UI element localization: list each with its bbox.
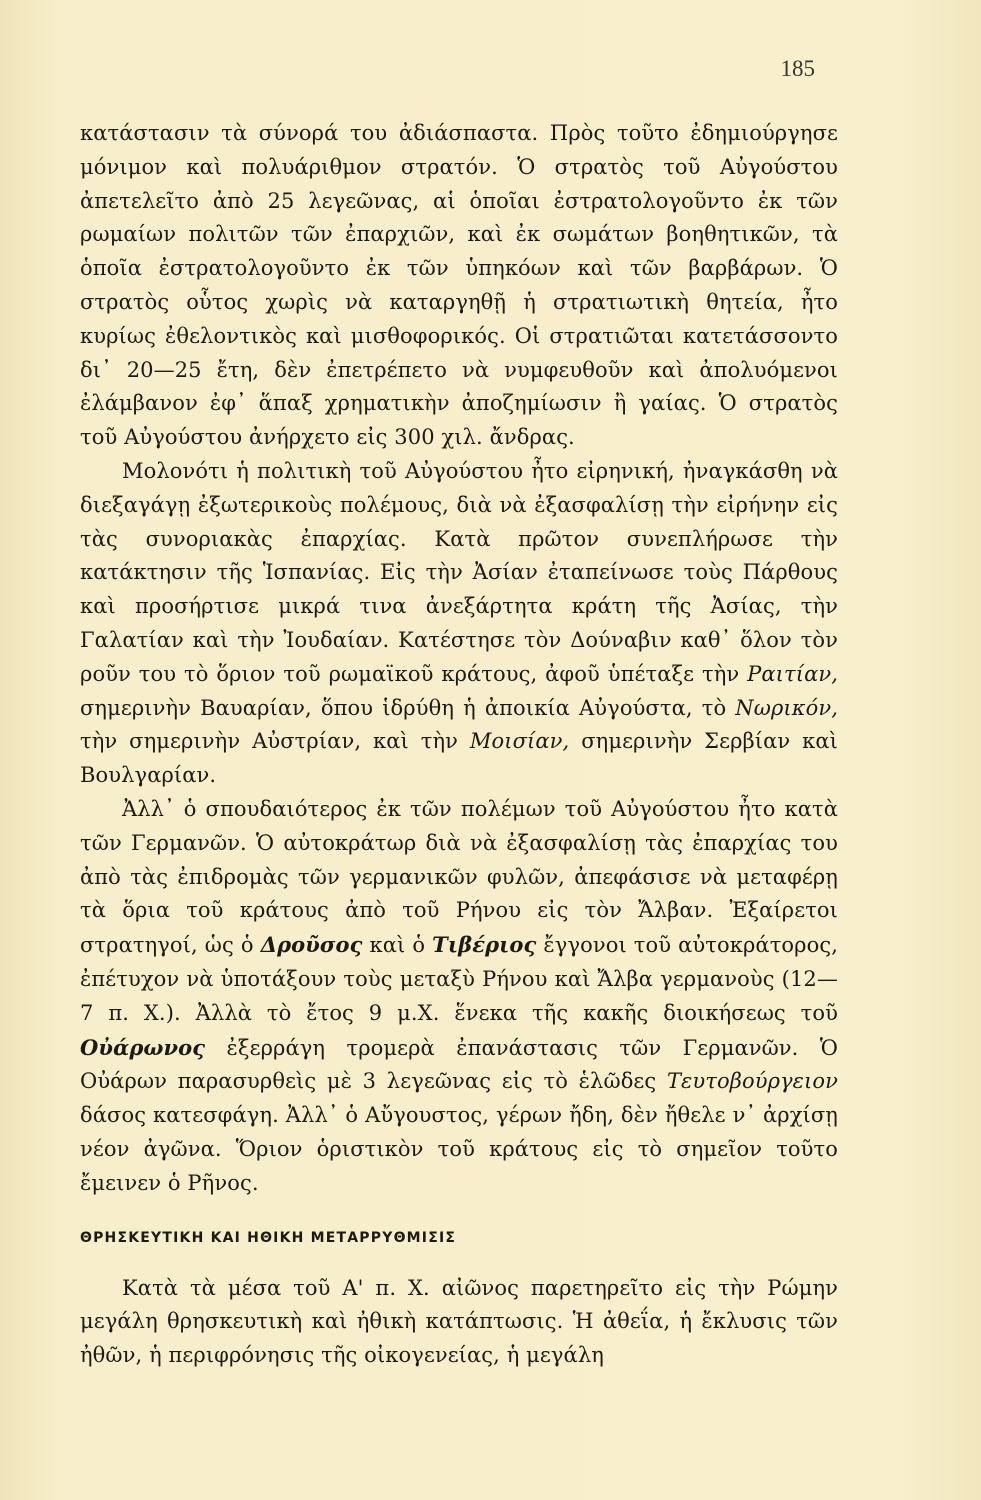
paragraph-external-wars <box>80 455 838 793</box>
section-title: ΘΡΗΣΚΕΥΤΙΚΗ ΚΑΙ ΗΘΙΚΗ ΜΕΤΑΡΡΥΘΜΙΣΙΣ <box>80 1229 457 1246</box>
text-run: δάσος κατεσφάγη. Ἀλλ᾿ ὁ Αὔγουστος, γέρων ἤδη, δὲν ἤθελε ν᾿ ἀρχίσῃ νέον ἀγῶνα. Ὅριον ὁριστικὸν τοῦ κράτους εἰς τὸ σημεῖον τοῦτο ἔμεινεν ὁ Ρῆνος. <box>80 1103 838 1195</box>
text-run: καὶ ὁ <box>362 933 433 958</box>
emphasized-name: Οὐάρωνος <box>80 1034 206 1060</box>
emphasized-name: Τιβέριος <box>432 932 537 958</box>
paragraph-army <box>80 117 838 455</box>
paragraph-german-war <box>80 793 838 1201</box>
paragraph-religious-reform: Κατὰ τὰ μέσα τοῦ Α' π. Χ. αἰῶνος παρετηρεῖτο εἰς τὴν Ρώμην μεγάλη θρησκευτικὴ καὶ ἠθικὴ κατάπτωσις. Ἡ ἀθεΐα, ἡ ἔκλυσις τῶν ἠθῶν, ἡ περιφρόνησις τῆς οἰκογενείας, ἡ μεγάλη <box>80 1275 838 1368</box>
text-run: Ἀλλ᾿ ὁ σπουδαιότερος ἐκ τῶν πολέμων τοῦ Αὐγούστου ἦτο κατὰ τῶν Γερμανῶν. Ὁ αὐτοκράτωρ διὰ νὰ ἐξασφαλίσῃ τὰς ἐπαρχίας του ἀπὸ τὰς ἐπιδρομὰς τῶν γερμανικῶν φυλῶν, ἀπεφάσισε νὰ μεταφέρῃ τὰ ὅρια τοῦ κράτους ἀπὸ τοῦ Ρήνου εἰς τὸν Ἄλβαν. Ἐξαίρετοι στρατηγοί, ὡς ὁ <box>80 796 838 958</box>
text-run: Μολονότι ἡ πολιτικὴ τοῦ Αὐγούστου ἦτο εἰρηνική, ἠναγκάσθη νὰ διεξαγάγῃ ἐξωτερικοὺς πολέμους, διὰ νὰ ἐξασφαλίσῃ τὴν εἰρήνην εἰς τὰς συνοριακὰς ἐπαρχίας. Κατὰ πρῶτον συνεπλήρωσε τὴν κατάκτησιν τῆς Ἱσπανίας. Εἰς τὴν Ἀσίαν ἐταπείνωσε τοὺς Πάρθους καὶ προσήρτισε μικρά τινα ἀνεξάρτητα κράτη τῆς Ἀσίας, τὴν Γαλατίαν καὶ τὴν Ἰουδαίαν. Κατέστησε τὸν Δούναβιν καθ᾿ ὅλον τὸν ροῦν του τὸ ὅριον τοῦ ρωμαϊκοῦ κράτους, ἀφοῦ ὑπέταξε τὴν <box>80 458 838 686</box>
page-number: 185 <box>780 56 815 81</box>
text-run: ἐξερράγη τρομερὰ ἐπανάστασις τῶν Γερμανῶν. Ὁ Οὐάρων παρασυρθεὶς μὲ 3 λεγεῶνας εἰς τὸ ἑλῶδες <box>80 1035 838 1094</box>
emphasized-name: Μοισίαν, <box>469 729 570 754</box>
text-run: σημερινὴν Σερβίαν καὶ Βουλγαρίαν. <box>80 729 838 788</box>
emphasized-name: Ραιτίαν, <box>747 661 838 686</box>
text-run: τὴν σημερινὴν Αὐστρίαν, καὶ τὴν <box>80 729 470 754</box>
emphasized-name: Τευτοβούργειον <box>666 1069 838 1094</box>
text-run: σημερινὴν Βαυαρίαν, ὅπου ἱδρύθη ἡ ἀποικία Αὐγούστα, τὸ <box>80 695 736 720</box>
emphasized-name: Δροῦσος <box>260 932 363 958</box>
body-text <box>80 117 838 1373</box>
text-run: κατάστασιν τὰ σύνορά του ἀδιάσπαστα. Πρὸς τοῦτο ἐδημιούργησε μόνιμον καὶ πολυάριθμον στρατόν. Ὁ στρατὸς τοῦ Αὐγούστου ἀπετελεῖτο ἀπὸ 25 λεγεῶνας, αἱ ὁποῖαι ἐστρατολογοῦντο ἐκ τῶν ρωμαίων πολιτῶν τῶν ἐπαρχιῶν, καὶ ἐκ σωμάτων βοηθητικῶν, τὰ ὁποῖα ἐστρατολογοῦντο ἐκ τῶν ὑπηκόων καὶ τῶν βαρβάρων. Ὁ στρατὸς οὗτος χωρὶς νὰ καταργηθῇ ἡ στρατιωτικὴ θητεία, ἦτο κυρίως ἐθελοντικὸς καὶ μισθοφορικός. Οἱ στρατιῶται κατετάσσοντο δι᾿ 20—25 ἔτη, δὲν ἐπετρέπετο νὰ νυμφευθοῦν καὶ ἀπολυόμενοι ἐλάμβανον ἐφ᾿ ἅπαξ χρηματικὴν ἀποζημίωσιν ἢ γαίας. Ὁ στρατὸς τοῦ Αὐγούστου ἀνήρχετο εἰς 300 χιλ. ἄνδρας. <box>80 121 838 450</box>
text-run: ἔγγονοι τοῦ αὐτοκράτορος, ἐπέτυχον νὰ ὑποτάξουν τοὺς μεταξὺ Ρήνου καὶ Ἄλβα γερμανοὺς (12—7 π. Χ.). Ἀλλὰ τὸ ἔτος 9 μ.Χ. ἕνεκα τῆς κακῆς διοικήσεως τοῦ <box>80 933 839 1025</box>
emphasized-name: Νωρικόν, <box>735 695 838 720</box>
